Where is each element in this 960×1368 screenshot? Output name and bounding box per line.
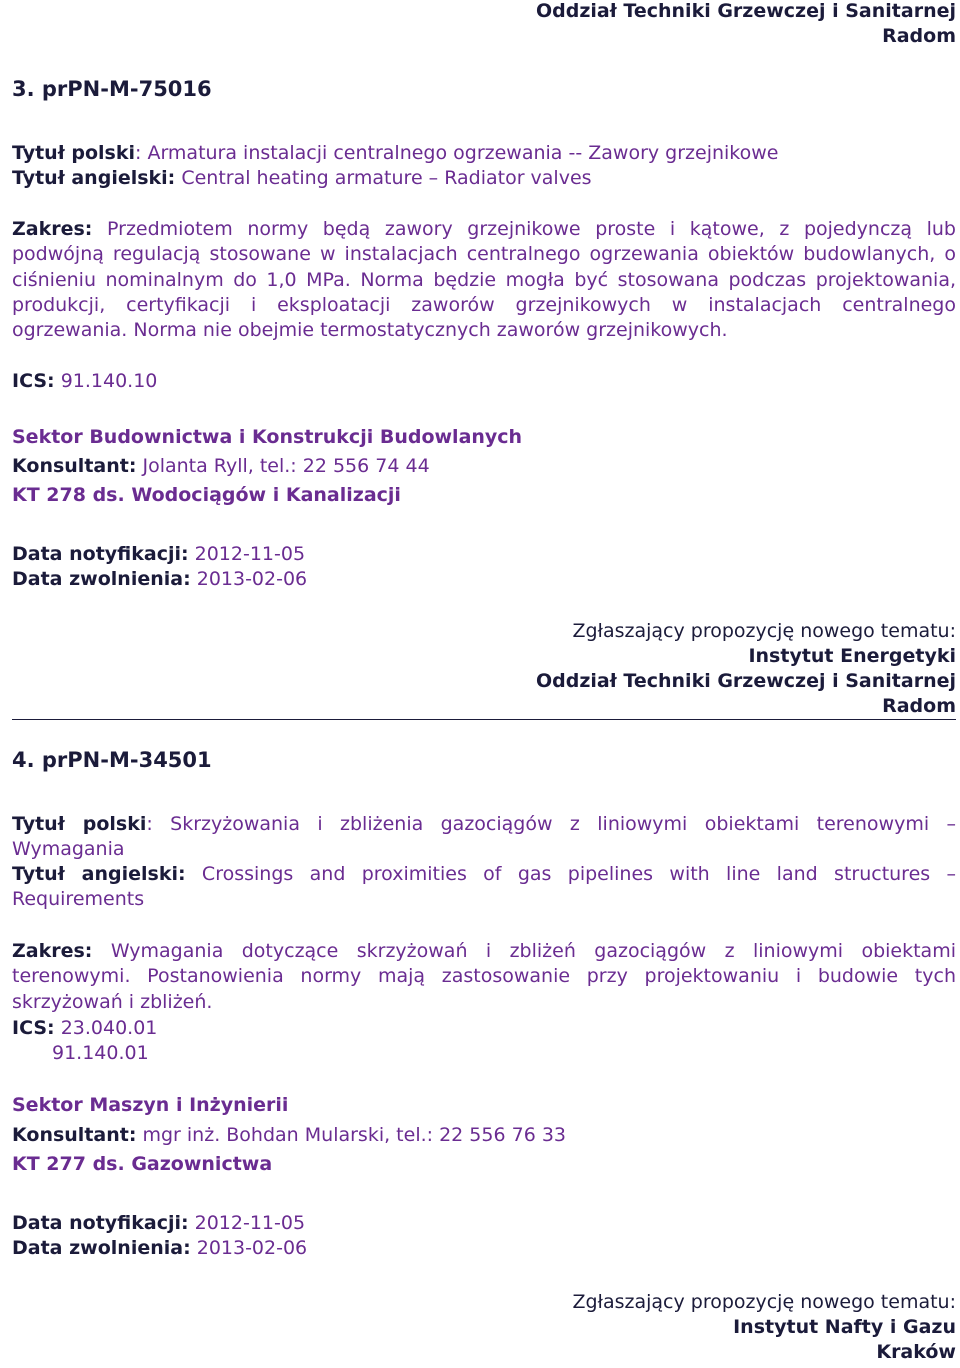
item3-proposer-3: Radom bbox=[882, 695, 956, 717]
scope-label: Zakres: bbox=[12, 940, 93, 962]
notif-value: 2012-11-05 bbox=[188, 543, 306, 565]
item4-proposer-2: Kraków bbox=[876, 1341, 956, 1363]
release-value: 2013-02-06 bbox=[190, 1237, 308, 1259]
item3-heading: 3. prPN-M-75016 bbox=[12, 77, 212, 101]
item3-kt bbox=[12, 483, 401, 508]
title-en-value: Crossings and proximities of gas pipelines with line land structures – Requirements bbox=[12, 863, 957, 911]
title-en-value: Central heating armature – Radiator valves bbox=[175, 167, 592, 189]
consultant-label: Konsultant: bbox=[12, 1124, 137, 1146]
notif-value: 2012-11-05 bbox=[188, 1212, 306, 1234]
item4-title-pl bbox=[12, 812, 956, 863]
consultant-label: Konsultant: bbox=[12, 455, 137, 477]
title-pl-value: : Armatura instalacji centralnego ogrzewania -- Zawory grzejnikowe bbox=[135, 142, 779, 164]
header-org: Oddział Techniki Grzewczej i Sanitarnej bbox=[536, 0, 956, 22]
item4-proposer-label: Zgłaszający propozycję nowego tematu: bbox=[572, 1291, 956, 1313]
consultant-value: mgr inż. Bohdan Mularski, tel.: 22 556 76 33 bbox=[136, 1124, 566, 1146]
divider bbox=[12, 719, 956, 720]
title-en-label: Tytuł angielski: bbox=[12, 167, 176, 189]
release-label: Data zwolnienia: bbox=[12, 568, 191, 590]
item3-proposer-label: Zgłaszający propozycję nowego tematu: bbox=[572, 620, 956, 642]
item3-consultant bbox=[12, 454, 430, 479]
item4-kt bbox=[12, 1152, 272, 1177]
item4-consultant bbox=[12, 1123, 566, 1148]
title-pl-label: Tytuł polski bbox=[12, 813, 147, 835]
item3-title-pl bbox=[12, 141, 778, 166]
title-en-label: Tytuł angielski: bbox=[12, 863, 186, 885]
release-value: 2013-02-06 bbox=[190, 568, 308, 590]
kt-value: Gazownictwa bbox=[124, 1153, 273, 1175]
item4-title-en bbox=[12, 862, 956, 913]
notif-label: Data notyfikacji: bbox=[12, 1212, 189, 1234]
item3-sector: Sektor Budownictwa i Konstrukcji Budowlanych bbox=[12, 426, 523, 448]
item3-ics bbox=[12, 369, 157, 394]
item4-proposer-1: Instytut Nafty i Gazu bbox=[733, 1316, 956, 1338]
item3-notif bbox=[12, 542, 305, 567]
item3-title-en bbox=[12, 166, 592, 191]
ics-value: 91.140.10 bbox=[54, 370, 158, 392]
item4-release bbox=[12, 1236, 307, 1261]
item4-ics-2: 91.140.01 bbox=[52, 1042, 149, 1064]
kt-value: Wodociągów i Kanalizacji bbox=[124, 484, 401, 506]
ics-label: ICS: bbox=[12, 1017, 55, 1039]
kt-label: KT 277 ds. bbox=[12, 1153, 125, 1175]
item4-notif bbox=[12, 1211, 305, 1236]
ics-label: ICS: bbox=[12, 370, 55, 392]
notif-label: Data notyfikacji: bbox=[12, 543, 189, 565]
item3-proposer-2: Oddział Techniki Grzewczej i Sanitarnej bbox=[536, 670, 956, 692]
consultant-value: Jolanta Ryll, tel.: 22 556 74 44 bbox=[136, 455, 430, 477]
header-city: Radom bbox=[882, 25, 956, 47]
item4-sector: Sektor Maszyn i Inżynierii bbox=[12, 1094, 289, 1116]
item4-ics bbox=[12, 1016, 157, 1041]
scope-label: Zakres: bbox=[12, 218, 93, 240]
item4-heading: 4. prPN-M-34501 bbox=[12, 748, 212, 772]
item3-proposer-1: Instytut Energetyki bbox=[748, 645, 956, 667]
title-pl-value: : Skrzyżowania i zbliżenia gazociągów z liniowymi obiektami terenowymi – Wymagania bbox=[12, 813, 956, 861]
item3-release bbox=[12, 567, 307, 592]
kt-label: KT 278 ds. bbox=[12, 484, 125, 506]
item3-scope bbox=[12, 217, 956, 343]
scope-text: Przedmiotem normy będą zawory grzejnikowe proste i kątowe, z pojedynczą lub podwójną regulacją stosowane w instalacjach centralnego ogrzewania obiektów budowlanych, o ciśnieniu nominalnym do 1,0 MPa. Norma będzie mogła być stosowana podczas projektowania, produkcji, certyfikacji i eksploatacji zaworów grzejnikowych w instalacjach centralnego ogrzewania. Norma nie obejmie termostatycznych zaworów grzejnikowych. bbox=[12, 218, 956, 342]
scope-text: Wymagania dotyczące skrzyżowań i zbliżeń gazociągów z liniowymi obiektami terenowymi. Postanowienia normy mają zastosowanie przy projektowaniu i budowie tych skrzyżowań i zbliżeń. bbox=[12, 940, 956, 1013]
title-pl-label: Tytuł polski bbox=[12, 142, 135, 164]
release-label: Data zwolnienia: bbox=[12, 1237, 191, 1259]
item4-scope bbox=[12, 939, 956, 1015]
ics-value: 23.040.01 bbox=[54, 1017, 158, 1039]
